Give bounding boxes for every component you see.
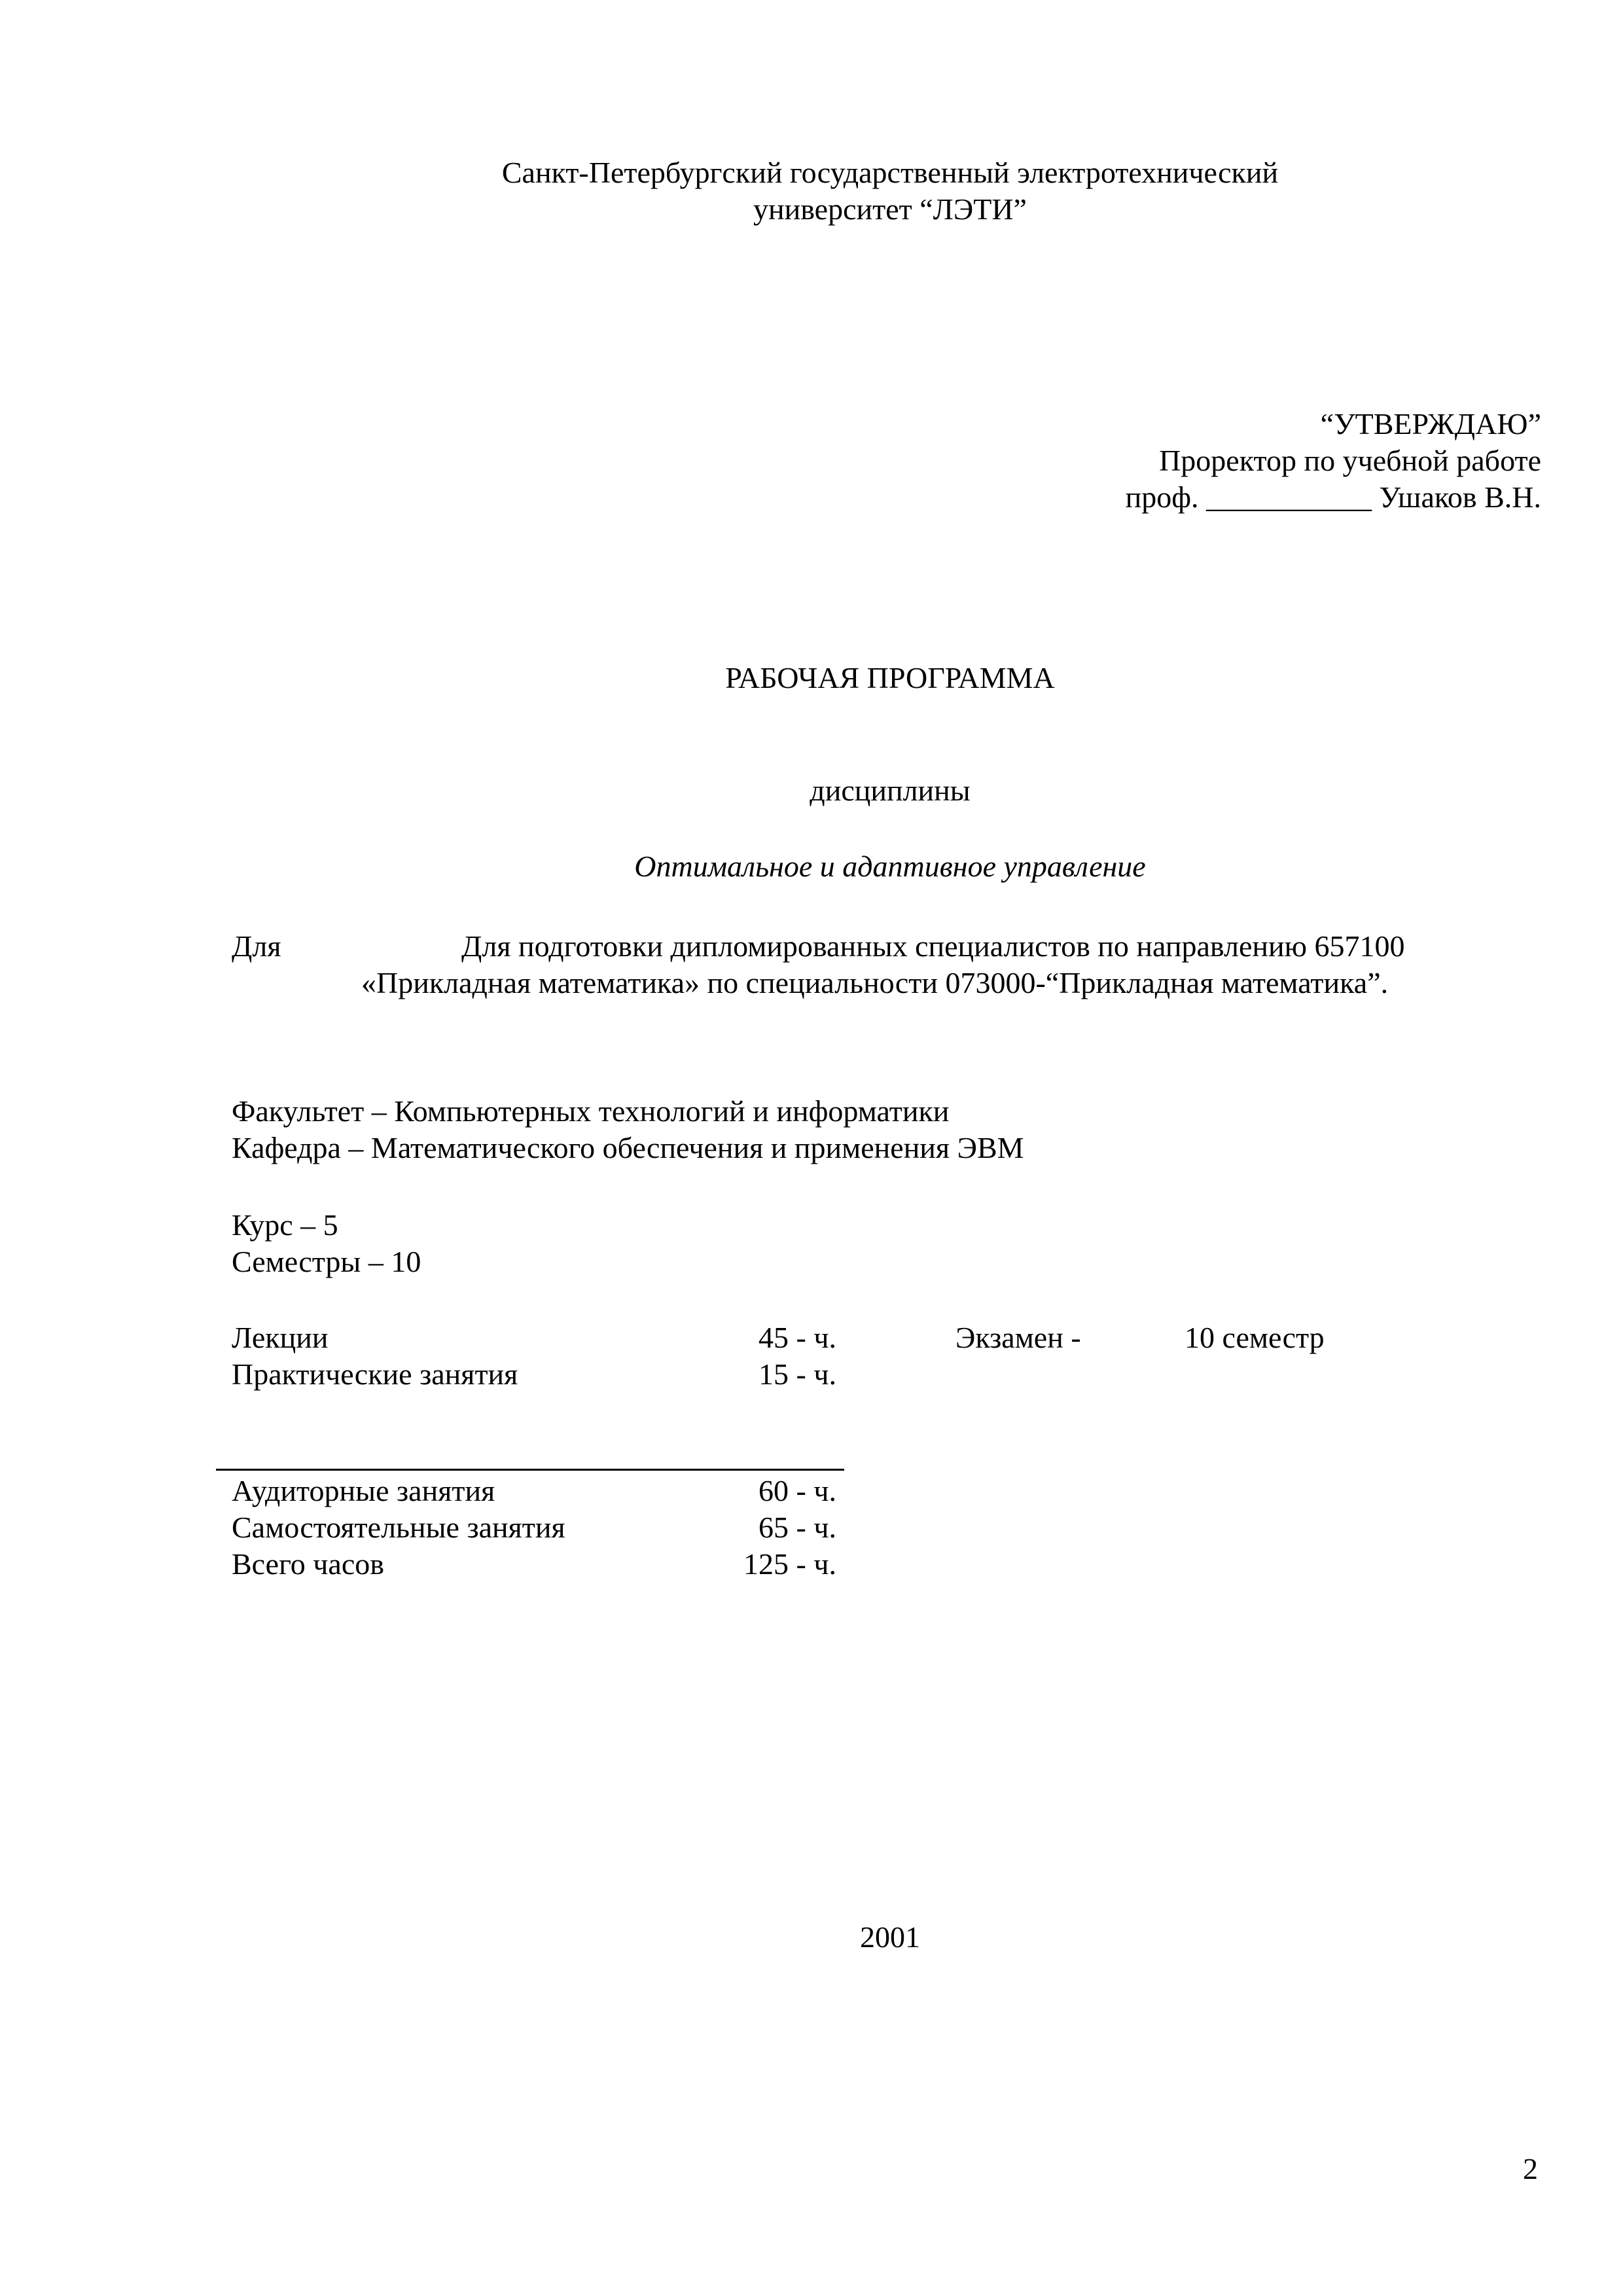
- document-title: РАБОЧАЯ ПРОГРАММА: [725, 661, 1055, 694]
- exam-label: Экзамен -: [955, 1321, 1081, 1354]
- approval-signature-line: проф. ___________ Ушаков В.Н.: [1125, 480, 1541, 514]
- semesters-line: Семестры – 10: [232, 1245, 421, 1278]
- totals-divider: [216, 1469, 844, 1471]
- totals-row-value: 65 - ч.: [758, 1511, 836, 1544]
- university-name-line-1: Санкт-Петербургский государственный электротехнический: [501, 156, 1279, 189]
- totals-row-value: 60 - ч.: [758, 1474, 836, 1507]
- document-year: 2001: [860, 1920, 920, 1954]
- course-line: Курс – 5: [232, 1208, 338, 1242]
- purpose-line-1: Для подготовки дипломированных специалистов по направлению 657100: [461, 929, 1405, 963]
- hours-row-value: 45 - ч.: [758, 1321, 836, 1354]
- totals-row-label: Самостоятельные занятия: [232, 1511, 565, 1544]
- faculty-line: Факультет – Компьютерных технологий и информатики: [232, 1094, 950, 1128]
- department-line: Кафедра – Математического обеспечения и применения ЭВМ: [232, 1131, 1024, 1164]
- exam-value: 10 семестр: [1185, 1321, 1325, 1354]
- totals-row-label: Всего часов: [232, 1547, 384, 1581]
- purpose-label: Для: [232, 929, 281, 963]
- purpose-line-2: «Прикладная математика» по специальности 073000-“Прикладная математика”.: [361, 966, 1389, 999]
- totals-row-label: Аудиторные занятия: [232, 1474, 495, 1507]
- page-number: 2: [1523, 2152, 1538, 2185]
- totals-row-value: 125 - ч.: [743, 1547, 836, 1581]
- document-subtitle: дисциплины: [810, 774, 971, 807]
- approval-stamp: “УТВЕРЖДАЮ”: [1320, 407, 1541, 440]
- discipline-name: Оптимальное и адаптивное управление: [634, 850, 1146, 883]
- university-name-line-2: университет “ЛЭТИ”: [753, 192, 1027, 226]
- approval-position: Проректор по учебной работе: [1159, 444, 1541, 477]
- hours-row-label: Практические занятия: [232, 1357, 518, 1391]
- hours-row-label: Лекции: [232, 1321, 329, 1354]
- hours-row-value: 15 - ч.: [758, 1357, 836, 1391]
